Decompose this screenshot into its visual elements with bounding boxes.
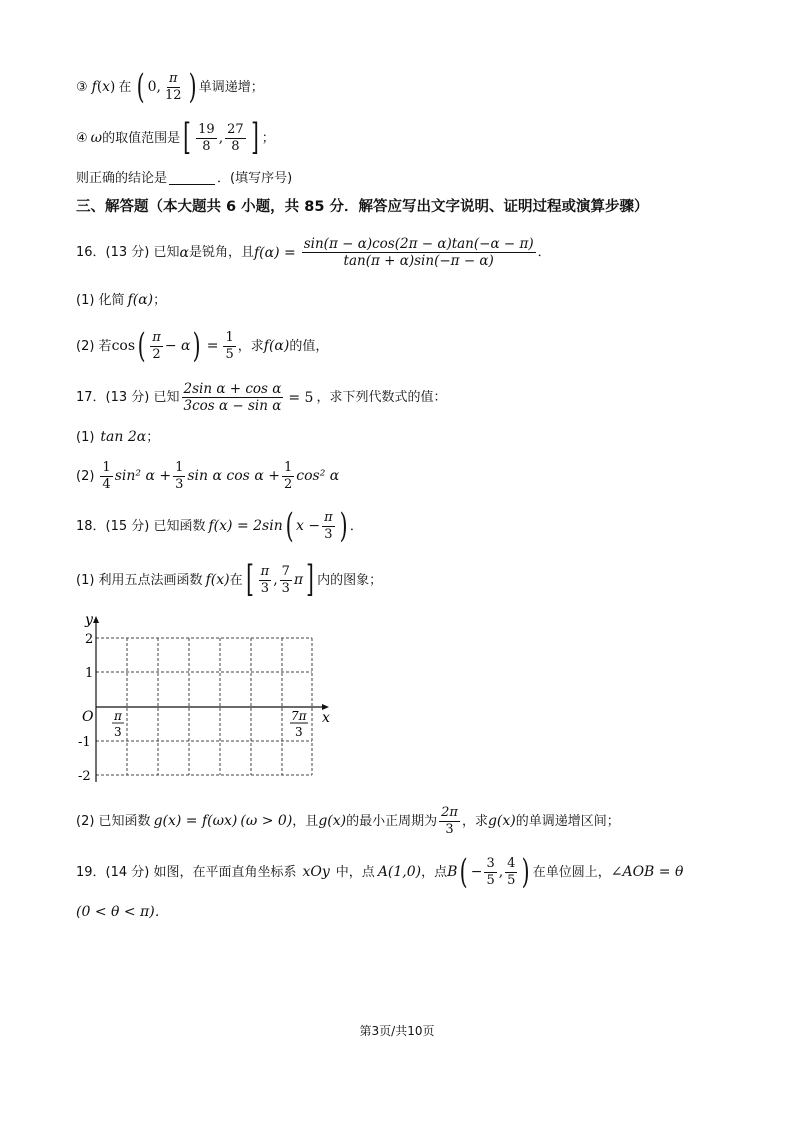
term: cos² α: [296, 468, 340, 485]
fraction: [100, 461, 112, 491]
denominator: 8: [231, 138, 240, 154]
text: ，求: [237, 338, 264, 354]
y-tick-label: -2: [78, 769, 91, 784]
statement-tail: 单调递增；: [198, 79, 264, 95]
text: ，点: [421, 864, 448, 880]
numerator: 19: [198, 122, 215, 138]
numerator: π: [168, 71, 178, 87]
minus-alpha: − α: [164, 338, 191, 355]
expression: g(x): [318, 813, 347, 830]
big-paren: ): [339, 506, 348, 546]
comma: ,: [498, 864, 504, 881]
five-point-grid: [72, 612, 342, 787]
x-tick-end-numerator: 7π: [291, 709, 307, 723]
fraction: [223, 331, 235, 361]
numerator: 27: [227, 122, 244, 138]
x-tick-start-denominator: 3: [114, 725, 122, 739]
question-label: 18．(15 分) 已知函数: [76, 518, 206, 534]
denominator: tan(π + α)sin(−π − α): [343, 253, 494, 270]
part-label: (2): [76, 468, 95, 484]
statement-4: [76, 117, 275, 158]
question-16-part-2: [76, 326, 329, 366]
x-axis-label: x: [322, 710, 330, 726]
text: 的值，: [289, 338, 329, 354]
y-axis-arrow: [93, 616, 99, 623]
part-label: (2) 已知函数: [76, 813, 151, 829]
y-axis-label: y: [85, 612, 93, 628]
numerator: 1: [175, 460, 184, 475]
comma: ,: [273, 572, 278, 589]
big-paren: ): [522, 852, 531, 892]
numerator: 3: [486, 856, 495, 872]
text: 在: [118, 79, 132, 95]
part-end: ；: [146, 429, 160, 445]
cos: cos: [111, 338, 136, 355]
big-paren: (: [137, 326, 146, 366]
expression: f(α): [263, 338, 290, 355]
denominator: 3: [175, 476, 184, 492]
fraction: [439, 806, 460, 836]
question-label: 17．(13 分) 已知: [76, 390, 180, 406]
condition: (ω > 0): [240, 813, 293, 830]
denominator: 2: [152, 346, 161, 362]
text: 在单位圆上，: [532, 864, 611, 880]
expression: tan 2α: [100, 429, 147, 445]
fraction: [322, 511, 335, 541]
condition: (0 < θ < π)．: [76, 904, 169, 920]
text: 的取值范围是: [102, 130, 181, 146]
text: 的单调递增区间；: [515, 813, 620, 829]
section-heading: [76, 200, 648, 215]
statement-3: [76, 67, 264, 107]
answer-blank[interactable]: [169, 172, 215, 185]
big-bracket: [: [183, 117, 191, 158]
denominator: 3cos α − sin α: [183, 398, 282, 415]
conclusion-hint: ．(填写序号): [217, 171, 293, 186]
denominator: 12: [164, 87, 182, 103]
fraction: [150, 331, 163, 361]
y-tick-label: 1: [85, 666, 94, 681]
denominator: 3: [260, 580, 270, 596]
term: sin α cos α +: [187, 468, 280, 485]
part-label: (1) 化简: [76, 292, 125, 308]
expression: g(x): [487, 813, 516, 830]
question-17-part-2: [76, 461, 339, 491]
origin-label: O: [82, 709, 94, 725]
paren: ): [110, 78, 116, 95]
numerator: 4: [507, 856, 516, 872]
expression: g(x) = f(ωx): [153, 813, 238, 830]
question-16-part-1: [76, 293, 166, 307]
section-title: 三、解答题（本大题共 6 小题，共 85 分．解答应写出文字说明、证明过程或演算步骤）: [76, 199, 649, 215]
expression: f(α): [127, 292, 154, 308]
part-label: (2) 若: [76, 338, 112, 354]
denominator: 3: [324, 526, 333, 542]
big-paren: (: [460, 852, 469, 892]
function-name: f: [91, 79, 97, 96]
statement-tail: ；: [261, 130, 275, 146]
period: ．: [537, 245, 551, 261]
question-17: [76, 382, 446, 413]
part-end: ；: [153, 292, 167, 308]
angle: ∠AOB = θ: [610, 864, 684, 881]
coordinate-system: xOy: [302, 864, 330, 881]
denominator: 5: [486, 872, 495, 888]
big-bracket: [: [245, 559, 254, 600]
page-footer: 第3页/共10页: [359, 1024, 435, 1038]
x-tick-end-denominator: 3: [295, 725, 303, 739]
denominator: 8: [202, 138, 211, 154]
fraction: [182, 382, 284, 413]
question-label: 19．(14 分) 如图，在平面直角坐标系: [76, 864, 297, 880]
question-18-part-1: [76, 559, 383, 600]
text: 在: [229, 572, 243, 588]
fraction: [484, 857, 496, 887]
text: ，求: [461, 813, 488, 829]
inner: x −: [295, 518, 321, 535]
big-bracket: ]: [250, 117, 259, 158]
fraction: [259, 565, 272, 595]
denominator: 3: [445, 821, 454, 837]
fraction: [282, 461, 294, 491]
paren: (: [96, 78, 103, 95]
numerator: 2π: [441, 805, 458, 820]
y-tick-label: 2: [85, 632, 94, 647]
fraction: [225, 123, 246, 153]
point-a: A(1,0): [377, 864, 422, 881]
denominator: 4: [102, 476, 111, 492]
omega: ω: [90, 130, 103, 147]
equals: = 5: [288, 389, 314, 406]
question-16: [76, 237, 551, 268]
lhs: f(α) =: [253, 244, 296, 261]
text: 中，点: [335, 864, 375, 880]
fraction: [280, 565, 292, 595]
question-19: [76, 852, 684, 892]
numerator: π: [152, 330, 161, 346]
item-marker: ④: [76, 130, 88, 146]
numerator: 1: [102, 460, 111, 475]
conclusion-line: [76, 172, 292, 185]
big-paren: (: [136, 67, 145, 107]
denominator: 5: [225, 346, 234, 362]
big-bracket: ]: [306, 559, 315, 600]
numerator: 1: [225, 330, 234, 346]
question-17-part-1: [76, 430, 159, 444]
part-label: (1): [76, 429, 95, 445]
numerator: 2sin α + cos α: [183, 381, 282, 397]
fraction: [302, 237, 536, 268]
term: sin² α +: [114, 468, 172, 485]
numerator: sin(π − α)cos(2π − α)tan(−α − π): [303, 236, 534, 252]
denominator: 3: [281, 580, 290, 596]
big-paren: (: [285, 506, 294, 546]
item-marker: ③: [76, 79, 88, 95]
big-paren: ): [193, 326, 202, 366]
expression: f(x): [205, 572, 230, 589]
conclusion-text: 则正确的结论是: [76, 171, 168, 186]
point-b: B: [447, 864, 458, 881]
text: 的最小正周期为: [346, 813, 438, 829]
text: 内的图象；: [317, 572, 383, 588]
equals: =: [206, 338, 219, 355]
numerator: 1: [283, 460, 293, 475]
variable: x: [102, 79, 111, 96]
fraction: [196, 123, 217, 153]
x-tick-start-numerator: π: [114, 709, 122, 723]
fraction: [163, 72, 184, 102]
question-18: [76, 506, 363, 546]
denominator: 2: [283, 476, 293, 492]
big-paren: ): [188, 67, 197, 107]
minus-sign: −: [470, 864, 483, 881]
numerator: π: [260, 564, 270, 580]
interval-start: 0,: [147, 79, 161, 96]
y-tick-label: -1: [78, 735, 91, 750]
fraction: [505, 857, 517, 887]
expression: f(x) = 2sin: [208, 518, 283, 535]
period: ．: [349, 518, 363, 534]
fraction: [173, 461, 185, 491]
numerator: 7: [281, 564, 290, 580]
part-label: (1) 利用五点法画函数: [76, 572, 203, 588]
denominator: 5: [507, 872, 516, 888]
question-label: 16．(13 分) 已知: [76, 245, 180, 261]
alpha: α: [179, 244, 189, 261]
pi: π: [293, 572, 304, 589]
question-18-part-2: [76, 806, 620, 836]
numerator: π: [324, 510, 333, 526]
text: ，求下列代数式的值：: [316, 390, 447, 406]
comma: ,: [218, 130, 224, 147]
text: 是锐角，且: [188, 245, 254, 261]
text: ，且: [292, 813, 319, 829]
question-19-condition: [76, 905, 169, 919]
